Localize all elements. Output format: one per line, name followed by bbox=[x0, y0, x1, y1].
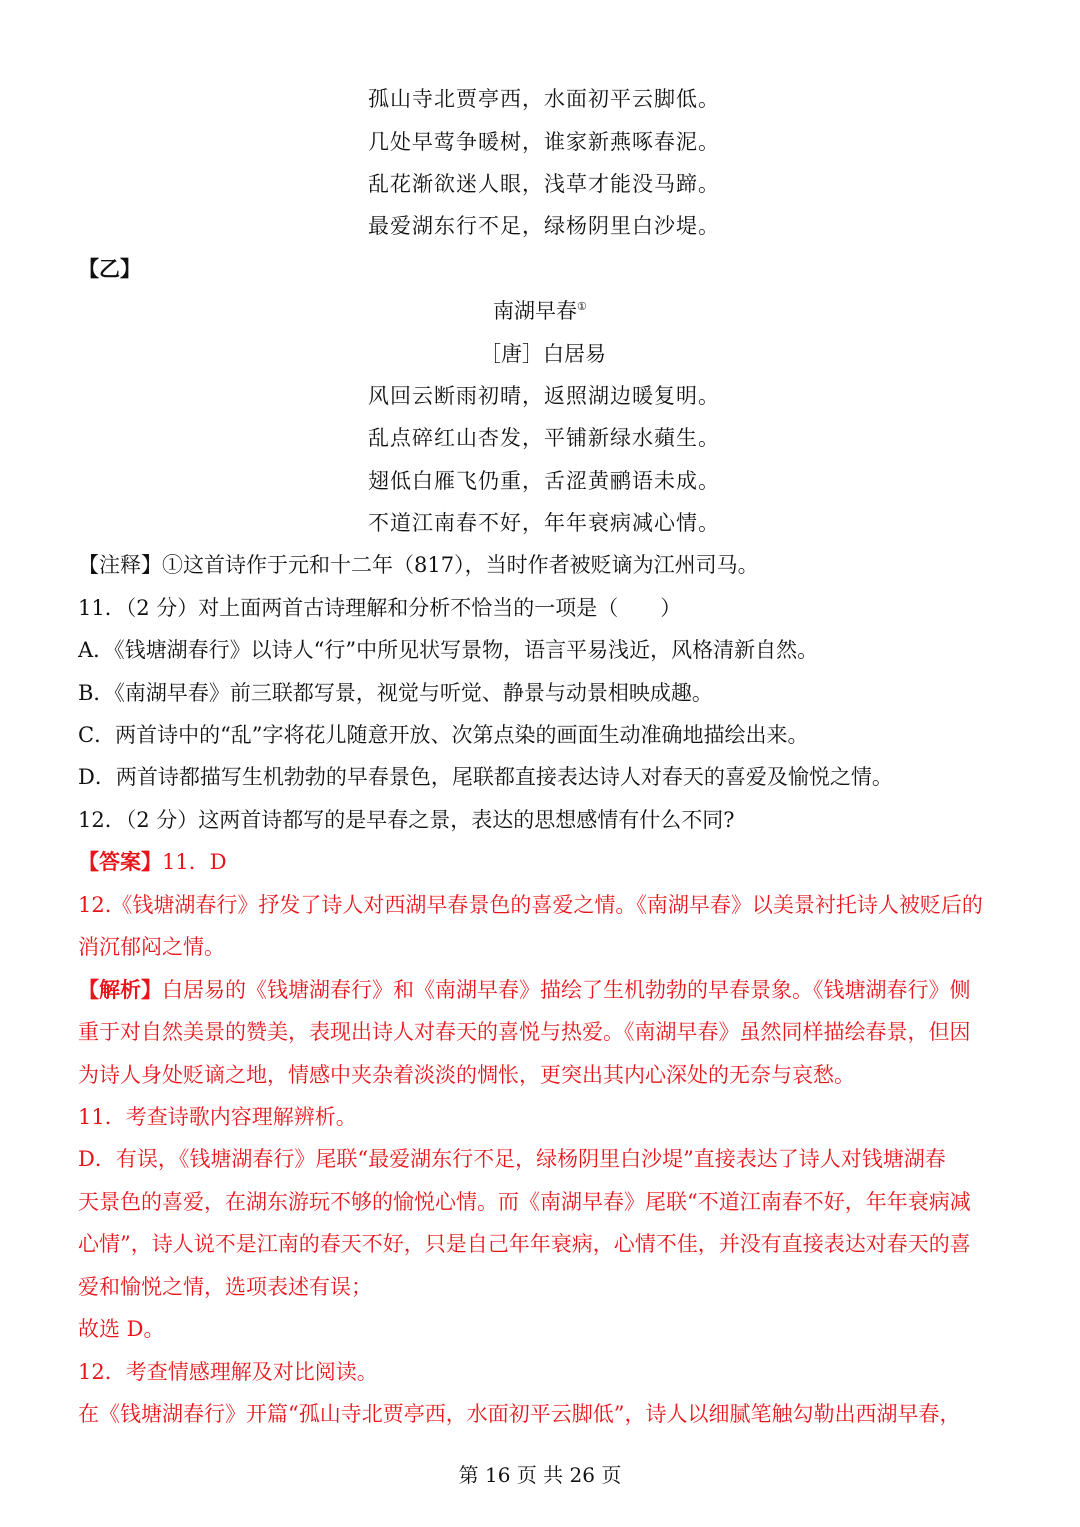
analysis-q11-title: 11．考查诗歌内容理解辨析。 bbox=[78, 1105, 357, 1129]
poem-yi-title-text: 南湖早春 bbox=[493, 299, 577, 323]
poem-note: 【注释】①这首诗作于元和十二年（817），当时作者被贬谪为江州司马。 bbox=[78, 553, 759, 577]
analysis-intro-line bbox=[78, 975, 1008, 1005]
option-b: B．《南湖早春》前三联都写景，视觉与听觉、静景与动景相映成趣。 bbox=[78, 681, 713, 705]
answer-line bbox=[78, 847, 1008, 877]
analysis-intro-line: 为诗人身处贬谪之地，情感中夹杂着淡淡的惆怅，更突出其内心深处的无奈与哀愁。 bbox=[78, 1063, 855, 1087]
analysis-q11-conclusion: 故选 D。 bbox=[78, 1317, 165, 1341]
poem-jia-line: 最爱湖东行不足，绿杨阴里白沙堤。 bbox=[368, 214, 720, 238]
poem-jia-line: 孤山寺北贾亭西，水面初平云脚低。 bbox=[368, 87, 720, 111]
option-c: C．两首诗中的“乱”字将花儿随意开放、次第点染的画面生动准确地描绘出来。 bbox=[78, 723, 809, 747]
analysis-intro-line: 重于对自然美景的赞美，表现出诗人对春天的喜悦与热爱。《南湖早春》虽然同样描绘春景，但因 bbox=[78, 1020, 971, 1044]
poem-yi-title bbox=[493, 296, 587, 326]
section-yi-label: 【乙】 bbox=[78, 256, 141, 281]
footnote-marker: ① bbox=[577, 300, 587, 313]
option-d: D．两首诗都描写生机勃勃的早春景色，尾联都直接表达诗人对春天的喜爱及愉悦之情。 bbox=[78, 765, 893, 789]
analysis-q11-line: 心情”，诗人说不是江南的春天不好，只是自己年年衰病，心情不佳，并没有直接表达对春天的喜 bbox=[78, 1232, 971, 1256]
poem-jia-line: 几处早莺争暖树，谁家新燕啄春泥。 bbox=[368, 130, 720, 154]
analysis-label: 【解析】 bbox=[78, 977, 162, 1002]
answer-12-line: 12.《钱塘湖春行》抒发了诗人对西湖早春景色的喜爱之情。《南湖早春》以美景衬托诗人被贬后的 bbox=[78, 893, 983, 917]
option-a: A．《钱塘湖春行》以诗人“行”中所见状写景物，语言平易浅近，风格清新自然。 bbox=[78, 638, 819, 662]
poem-yi-line: 风回云断雨初晴，返照湖边暖复明。 bbox=[368, 384, 720, 408]
answer-12-line: 消沉郁闷之情。 bbox=[78, 935, 225, 959]
analysis-q12-line: 在《钱塘湖春行》开篇“孤山寺北贾亭西，水面初平云脚低”，诗人以细腻笔触勾勒出西湖早春， bbox=[78, 1402, 961, 1426]
poem-yi-line: 翅低白雁飞仍重，舌涩黄鹂语未成。 bbox=[368, 469, 720, 493]
poem-yi-line: 不道江南春不好，年年衰病减心情。 bbox=[368, 511, 720, 535]
poem-yi-author: ［唐］白居易 bbox=[480, 342, 606, 366]
answer-label: 【答案】 bbox=[78, 849, 162, 874]
question-11-stem: 11．（2 分）对上面两首古诗理解和分析不恰当的一项是（ ） bbox=[78, 596, 682, 620]
poem-jia-line: 乱花渐欲迷人眼，浅草才能没马蹄。 bbox=[368, 172, 720, 196]
poem-yi-line: 乱点碎红山杏发，平铺新绿水蘋生。 bbox=[368, 426, 720, 450]
analysis-intro-text: 白居易的《钱塘湖春行》和《南湖早春》描绘了生机勃勃的早春景象。《钱塘湖春行》侧 bbox=[162, 978, 971, 1002]
analysis-q11-line: 天景色的喜爱，在湖东游玩不够的愉悦心情。而《南湖早春》尾联“不道江南春不好，年年衰病减 bbox=[78, 1190, 971, 1214]
analysis-q12-title: 12．考查情感理解及对比阅读。 bbox=[78, 1360, 378, 1384]
answer-11: 11．D bbox=[162, 850, 227, 874]
question-12-stem: 12．（2 分）这两首诗都写的是早春之景，表达的思想感情有什么不同? bbox=[78, 808, 735, 832]
analysis-q11-line: 爱和愉悦之情，选项表述有误； bbox=[78, 1275, 372, 1299]
analysis-q11-line: D．有误，《钱塘湖春行》尾联“最爱湖东行不足，绿杨阴里白沙堤”直接表达了诗人对钱塘湖春 bbox=[78, 1147, 946, 1171]
page-footer: 第 16 页 共 26 页 bbox=[458, 1463, 622, 1487]
